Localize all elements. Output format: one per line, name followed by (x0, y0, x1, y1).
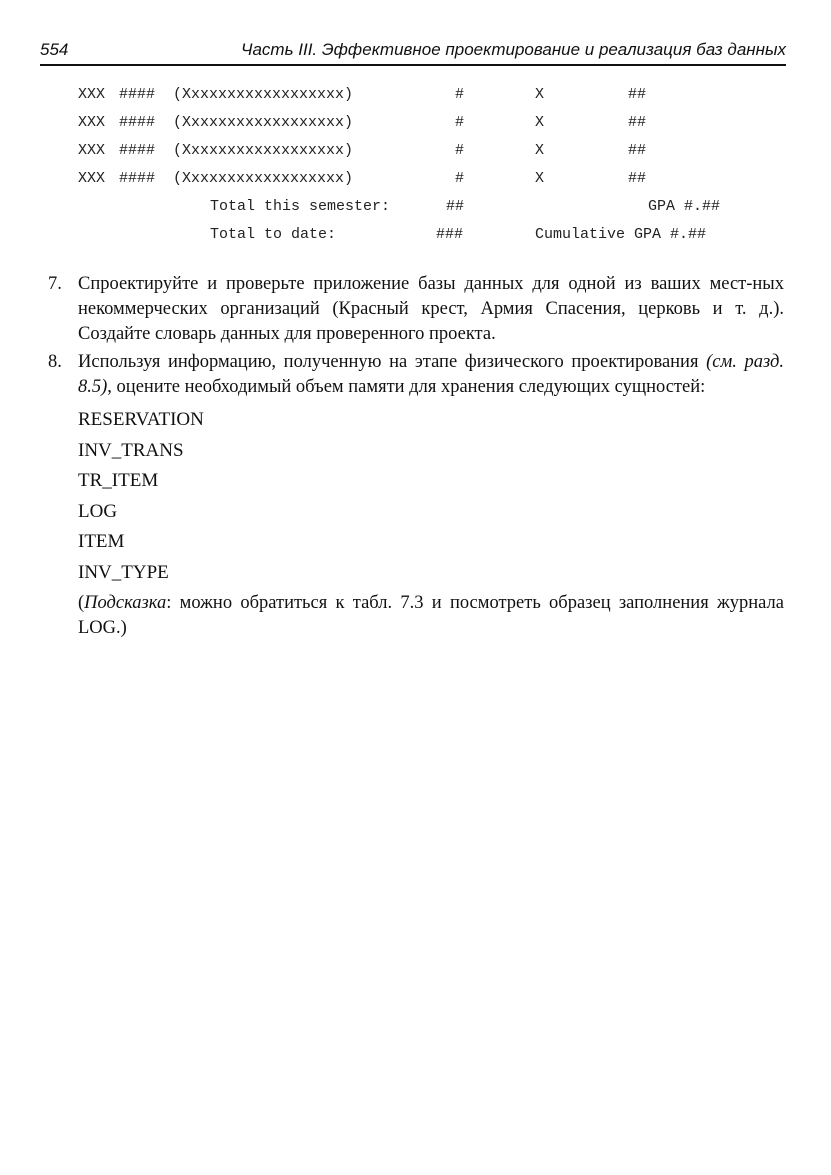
course-points: ## (628, 142, 647, 159)
hint-note (78, 591, 784, 641)
hint-open-paren: ( (78, 593, 85, 613)
course-grade: X (535, 170, 545, 187)
entity-item: INV_TRANS (78, 439, 184, 461)
course-grade: X (535, 114, 545, 131)
total-to-date-row (0, 222, 831, 250)
exercise-text-start: Используя информацию, полученную на этапе физического проектирования (78, 352, 707, 372)
course-credits: # (455, 170, 465, 187)
report-template (0, 82, 831, 250)
course-credits: # (455, 142, 465, 159)
course-name: (Xxxxxxxxxxxxxxxxxx) (173, 142, 354, 159)
course-grade: X (535, 142, 545, 159)
entity-item: RESERVATION (78, 409, 204, 430)
course-name: (Xxxxxxxxxxxxxxxxxx) (173, 114, 354, 131)
entity-item: TR_ITEM (78, 470, 159, 491)
exercise-number: 8. (48, 352, 62, 372)
total-semester-row (0, 194, 831, 222)
exercise-8 (48, 350, 785, 400)
exercise-text-end: , оцените необходимый объем памяти для хранения следующих сущностей: (107, 377, 706, 397)
exercise-text: Спроектируйте и проверьте приложение базы данных для одной из ваших мест-ных некоммерческих организаций (Красный крест, Армия Спасения, церковь и т. д.). Создайте словарь данных для проверенного проекта. (78, 274, 784, 344)
course-points: ## (628, 170, 647, 187)
page-number: 554 (40, 40, 69, 59)
entity-item: ITEM (78, 531, 125, 552)
total-to-date-value: ### (436, 226, 464, 243)
course-number: #### (119, 170, 156, 187)
course-code: XXX (78, 114, 106, 131)
course-grade: X (535, 86, 545, 103)
report-row (0, 138, 831, 166)
report-row (0, 166, 831, 194)
course-code: XXX (78, 142, 106, 159)
entity-item: LOG (78, 500, 118, 522)
course-name: (Xxxxxxxxxxxxxxxxxx) (173, 86, 354, 103)
cumulative-gpa: Cumulative GPA #.## (535, 226, 707, 243)
entity-list (78, 405, 831, 588)
hint-label: Подсказка (84, 593, 167, 613)
course-credits: # (455, 114, 465, 131)
semester-gpa: GPA #.## (648, 198, 721, 215)
course-code: XXX (78, 170, 106, 187)
course-name: (Xxxxxxxxxxxxxxxxxx) (173, 170, 354, 187)
exercise-7 (48, 272, 784, 347)
exercise-list (0, 272, 831, 641)
report-row (0, 110, 831, 138)
section-reference: (см. разд. 8.5) (78, 352, 785, 397)
course-number: #### (119, 142, 156, 159)
course-code: XXX (78, 86, 106, 103)
report-row (0, 82, 831, 110)
course-credits: # (455, 86, 465, 103)
running-title: Часть III. Эффективное проектирование и реализация баз данных (241, 40, 786, 59)
total-semester-label: Total this semester: (210, 198, 391, 215)
course-points: ## (628, 86, 647, 103)
course-points: ## (628, 114, 647, 131)
total-semester-value: ## (446, 198, 465, 215)
exercise-number: 7. (48, 274, 62, 294)
page-header (40, 38, 786, 66)
course-number: #### (119, 114, 156, 131)
hint-text: : можно обратиться к табл. 7.3 и посмотреть образец заполнения журнала LOG.) (78, 593, 784, 638)
course-number: #### (119, 86, 156, 103)
total-to-date-label: Total to date: (210, 226, 337, 243)
entity-item: INV_TYPE (78, 561, 169, 583)
